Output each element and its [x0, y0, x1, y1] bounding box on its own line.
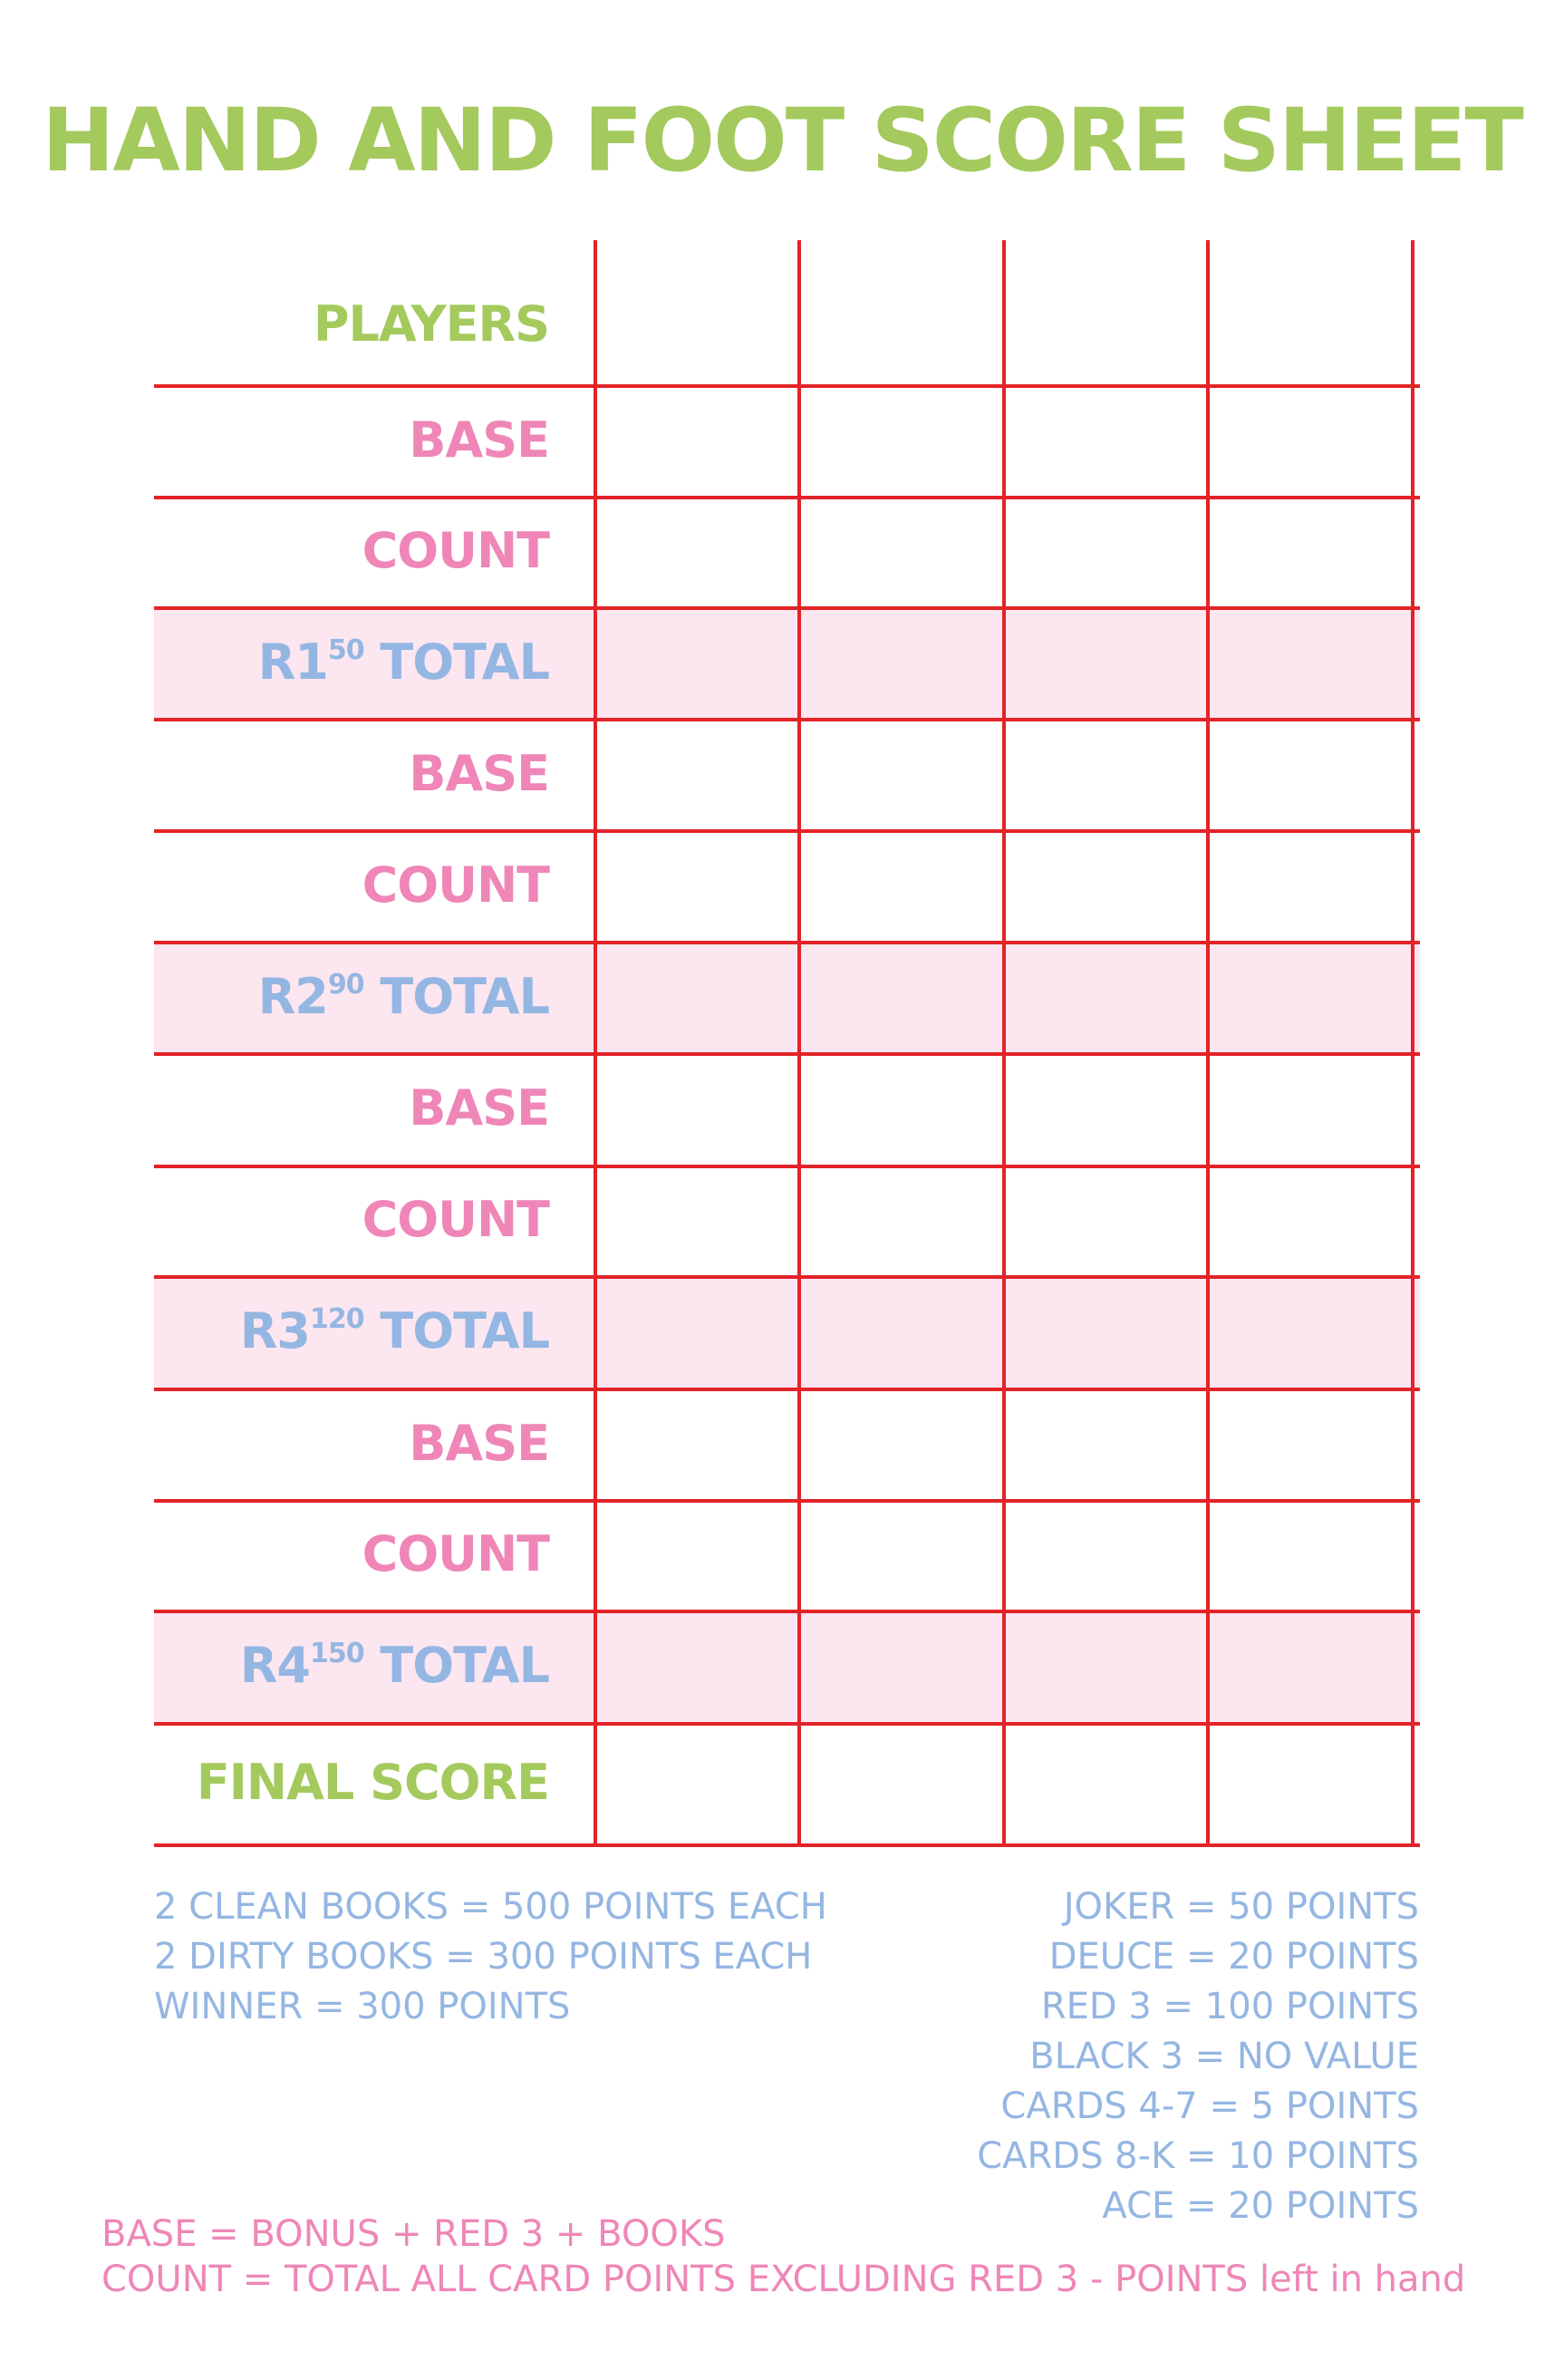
grid-column-line — [594, 240, 597, 1845]
score-cell[interactable] — [597, 1168, 797, 1275]
grid-column-line — [797, 240, 801, 1845]
round-number: R2 — [257, 967, 328, 1025]
score-cell[interactable] — [801, 1391, 1002, 1499]
score-cell[interactable] — [597, 944, 797, 1052]
total-word: TOTAL — [363, 967, 549, 1025]
score-cell[interactable] — [801, 1503, 1002, 1610]
score-cell[interactable] — [801, 388, 1002, 496]
score-cell[interactable] — [1210, 1613, 1411, 1722]
grid-row-line — [154, 718, 1420, 721]
total-word: TOTAL — [363, 633, 549, 691]
score-cell[interactable] — [801, 1279, 1002, 1388]
grid-column-line — [1411, 240, 1414, 1845]
score-cell[interactable] — [597, 833, 797, 941]
definition-note: COUNT = TOTAL ALL CARD POINTS EXCLUDING RED 3 - POINTS left in hand — [101, 2259, 1466, 2300]
score-cell[interactable] — [597, 1056, 797, 1165]
round-min-points: 120 — [309, 1303, 364, 1335]
card-value-rule: CARDS 8-K = 10 POINTS — [977, 2135, 1419, 2177]
scoring-rule: 2 DIRTY BOOKS = 300 POINTS EACH — [154, 1936, 813, 1978]
total-word: TOTAL — [363, 1302, 549, 1359]
card-value-rule: RED 3 = 100 POINTS — [1040, 1986, 1419, 2027]
score-cell[interactable] — [1210, 1391, 1411, 1499]
grid-column-line — [1002, 240, 1006, 1845]
grid-row-line — [154, 1843, 1420, 1847]
round-number: R3 — [239, 1302, 310, 1359]
score-cell[interactable] — [1210, 1168, 1411, 1275]
row-label-base: BASE — [409, 1414, 549, 1472]
rules-left — [154, 1882, 827, 2032]
score-cell[interactable] — [801, 1726, 1002, 1843]
grid-row-line — [154, 496, 1420, 499]
grid-row-line — [154, 1388, 1420, 1391]
grid-row-line — [154, 1722, 1420, 1726]
row-label-count: COUNT — [362, 1525, 549, 1582]
grid-row-line — [154, 1165, 1420, 1168]
score-cell[interactable] — [1006, 1391, 1206, 1499]
score-cell[interactable] — [597, 499, 797, 606]
grid-row-line — [154, 606, 1420, 610]
row-label-total — [258, 968, 549, 1026]
grid-row-line — [154, 1052, 1420, 1056]
score-cell[interactable] — [1210, 388, 1411, 496]
score-cell[interactable] — [1006, 1613, 1206, 1722]
grid-row-line — [154, 941, 1420, 944]
score-cell[interactable] — [801, 499, 1002, 606]
scoring-rule: 2 CLEAN BOOKS = 500 POINTS EACH — [154, 1886, 827, 1928]
grid-row-line — [154, 384, 1420, 388]
score-cell[interactable] — [1006, 610, 1206, 718]
score-cell[interactable] — [1210, 610, 1411, 718]
total-word: TOTAL — [363, 1637, 549, 1694]
card-value-rule: BLACK 3 = NO VALUE — [1029, 2036, 1419, 2077]
score-cell[interactable] — [801, 1168, 1002, 1275]
round-number: R4 — [239, 1637, 310, 1694]
score-cell[interactable] — [1210, 1056, 1411, 1165]
score-cell[interactable] — [597, 1503, 797, 1610]
row-label-count: COUNT — [362, 522, 549, 579]
round-min-points: 50 — [327, 634, 364, 666]
card-value-rule: JOKER = 50 POINTS — [1063, 1886, 1419, 1928]
score-cell[interactable] — [597, 1391, 797, 1499]
score-cell[interactable] — [1210, 1503, 1411, 1610]
score-cell[interactable] — [1210, 1279, 1411, 1388]
row-label-count: COUNT — [362, 1191, 549, 1248]
score-cell[interactable] — [801, 610, 1002, 718]
score-cell[interactable] — [597, 1613, 797, 1722]
score-cell[interactable] — [597, 1726, 797, 1843]
score-cell[interactable] — [1006, 833, 1206, 941]
row-label-final: FINAL SCORE — [196, 1754, 549, 1811]
grid-row-line — [154, 829, 1420, 833]
score-cell[interactable] — [1210, 721, 1411, 829]
player-name-cell[interactable] — [801, 244, 1002, 384]
score-cell[interactable] — [1006, 721, 1206, 829]
round-number: R1 — [257, 633, 328, 691]
score-cell[interactable] — [1006, 1726, 1206, 1843]
definition-note: BASE = BONUS + RED 3 + BOOKS — [101, 2213, 726, 2255]
score-cell[interactable] — [597, 1279, 797, 1388]
score-cell[interactable] — [597, 721, 797, 829]
score-cell[interactable] — [1006, 944, 1206, 1052]
score-cell[interactable] — [801, 944, 1002, 1052]
card-value-rule: DEUCE = 20 POINTS — [1048, 1936, 1419, 1978]
grid-row-line — [154, 1275, 1420, 1279]
row-label-base: BASE — [409, 1079, 549, 1137]
scoring-rule: WINNER = 300 POINTS — [154, 1986, 571, 2027]
round-min-points: 150 — [309, 1638, 364, 1669]
row-label-players: PLAYERS — [313, 295, 549, 353]
card-value-rule: ACE = 20 POINTS — [1102, 2185, 1419, 2227]
row-label-total — [258, 634, 549, 692]
score-cell[interactable] — [1006, 388, 1206, 496]
player-name-cell[interactable] — [597, 244, 797, 384]
grid-row-line — [154, 1499, 1420, 1503]
round-min-points: 90 — [327, 968, 364, 1001]
score-cell[interactable] — [1006, 1279, 1206, 1388]
score-cell[interactable] — [801, 1613, 1002, 1722]
score-cell[interactable] — [1006, 1056, 1206, 1165]
score-cell[interactable] — [1006, 1503, 1206, 1610]
row-label-count: COUNT — [362, 856, 549, 914]
notes — [101, 2211, 1465, 2302]
score-cell[interactable] — [801, 1056, 1002, 1165]
score-cell[interactable] — [1210, 833, 1411, 941]
score-cell[interactable] — [1210, 499, 1411, 606]
card-value-rule: CARDS 4-7 = 5 POINTS — [1000, 2085, 1419, 2127]
score-cell[interactable] — [1006, 499, 1206, 606]
player-name-cell[interactable] — [1006, 244, 1206, 384]
score-cell[interactable] — [801, 721, 1002, 829]
row-label-total — [240, 1302, 549, 1360]
score-cell[interactable] — [597, 610, 797, 718]
score-cell[interactable] — [1006, 1168, 1206, 1275]
score-cell[interactable] — [1210, 944, 1411, 1052]
rules-right — [977, 1882, 1419, 2231]
player-name-cell[interactable] — [1210, 244, 1411, 384]
grid-row-line — [154, 1610, 1420, 1613]
page-title: HAND AND FOOT SCORE SHEET — [42, 90, 1522, 191]
score-cell[interactable] — [1210, 1726, 1411, 1843]
grid-column-line — [1206, 240, 1210, 1845]
score-cell[interactable] — [597, 388, 797, 496]
row-label-base: BASE — [409, 744, 549, 802]
row-label-total — [240, 1637, 549, 1695]
row-label-base: BASE — [409, 411, 549, 469]
score-cell[interactable] — [801, 833, 1002, 941]
